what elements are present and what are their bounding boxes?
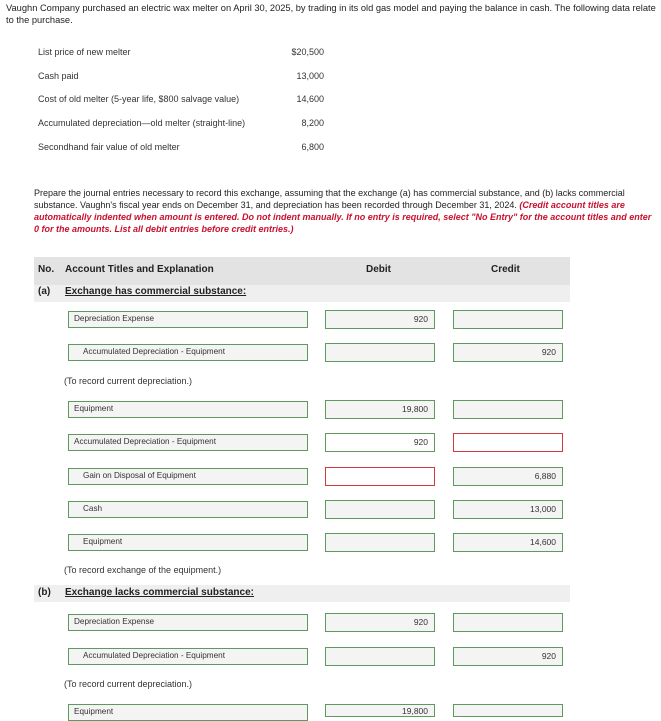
section-a-label: Exchange has commercial substance:	[65, 286, 247, 297]
account-select[interactable]: Depreciation Expense	[68, 614, 308, 631]
instruction-note-red: (Credit account titles are automatically indented when amount is entered. Do not indent manually. If no entry is required, select "No Entry" for the account titles and enter 0 for the amounts. List all debit entries before credit entries.)	[34, 200, 652, 234]
account-select[interactable]: Equipment	[68, 401, 308, 418]
debit-input[interactable]: 920	[325, 613, 435, 632]
debit-input[interactable]: 19,800	[325, 400, 435, 419]
instruction-text: Prepare the journal entries necessary to record this exchange, assuming that the exchange (a) has commercial substance, and (b) lacks commercial substance. Vaughn's fiscal year ends on December 31, and depreciation has been recorded through December 31, 2024.	[34, 188, 625, 210]
data-label: List price of new melter	[38, 47, 131, 57]
credit-input-error[interactable]	[453, 433, 563, 452]
problem-intro: Vaughn Company purchased an electric wax melter on April 30, 2025, by trading in its old gas model and paying the balance in cash. The following data relate to the purchase.	[6, 3, 656, 25]
account-select[interactable]: Accumulated Depreciation - Equipment	[68, 434, 308, 451]
data-label: Secondhand fair value of old melter	[38, 142, 180, 152]
credit-input[interactable]: 13,000	[453, 500, 563, 519]
data-value: $20,500	[291, 47, 324, 57]
credit-input[interactable]	[453, 704, 563, 717]
account-select[interactable]: Cash	[68, 501, 308, 518]
debit-input[interactable]: 19,800	[325, 704, 435, 717]
debit-input[interactable]: 920	[325, 310, 435, 329]
debit-input-error[interactable]	[325, 467, 435, 486]
account-select[interactable]: Gain on Disposal of Equipment	[68, 468, 308, 485]
section-b-letter: (b)	[38, 587, 51, 598]
entry-note: (To record exchange of the equipment.)	[64, 565, 222, 575]
header-debit: Debit	[366, 264, 391, 275]
debit-input[interactable]	[325, 533, 435, 552]
data-label: Accumulated depreciation—old melter (straight-line)	[38, 118, 246, 128]
credit-input[interactable]: 6,880	[453, 467, 563, 486]
header-no: No.	[38, 264, 55, 275]
data-value: 6,800	[301, 142, 324, 152]
data-value: 8,200	[301, 118, 324, 128]
credit-input[interactable]	[453, 400, 563, 419]
data-label: Cash paid	[38, 71, 79, 81]
instructions	[34, 187, 654, 235]
debit-input[interactable]: 920	[325, 433, 435, 452]
section-a-letter: (a)	[38, 286, 51, 297]
account-select[interactable]: Accumulated Depreciation - Equipment	[68, 344, 308, 361]
entry-note: (To record current depreciation.)	[64, 376, 193, 386]
account-select[interactable]: Equipment	[68, 704, 308, 721]
data-value: 13,000	[296, 71, 324, 81]
credit-input[interactable]: 14,600	[453, 533, 563, 552]
section-b-label: Exchange lacks commercial substance:	[65, 587, 254, 598]
credit-input[interactable]: 920	[453, 343, 563, 362]
entry-note: (To record current depreciation.)	[64, 679, 193, 689]
account-select[interactable]: Depreciation Expense	[68, 311, 308, 328]
account-select[interactable]: Accumulated Depreciation - Equipment	[68, 648, 308, 665]
data-value: 14,600	[296, 94, 324, 104]
credit-input[interactable]	[453, 613, 563, 632]
header-credit: Credit	[491, 264, 520, 275]
data-label: Cost of old melter (5-year life, $800 salvage value)	[38, 94, 240, 104]
debit-input[interactable]	[325, 500, 435, 519]
debit-input[interactable]	[325, 343, 435, 362]
header-account: Account Titles and Explanation	[65, 264, 214, 275]
debit-input[interactable]	[325, 647, 435, 666]
account-select[interactable]: Equipment	[68, 534, 308, 551]
credit-input[interactable]	[453, 310, 563, 329]
credit-input[interactable]: 920	[453, 647, 563, 666]
